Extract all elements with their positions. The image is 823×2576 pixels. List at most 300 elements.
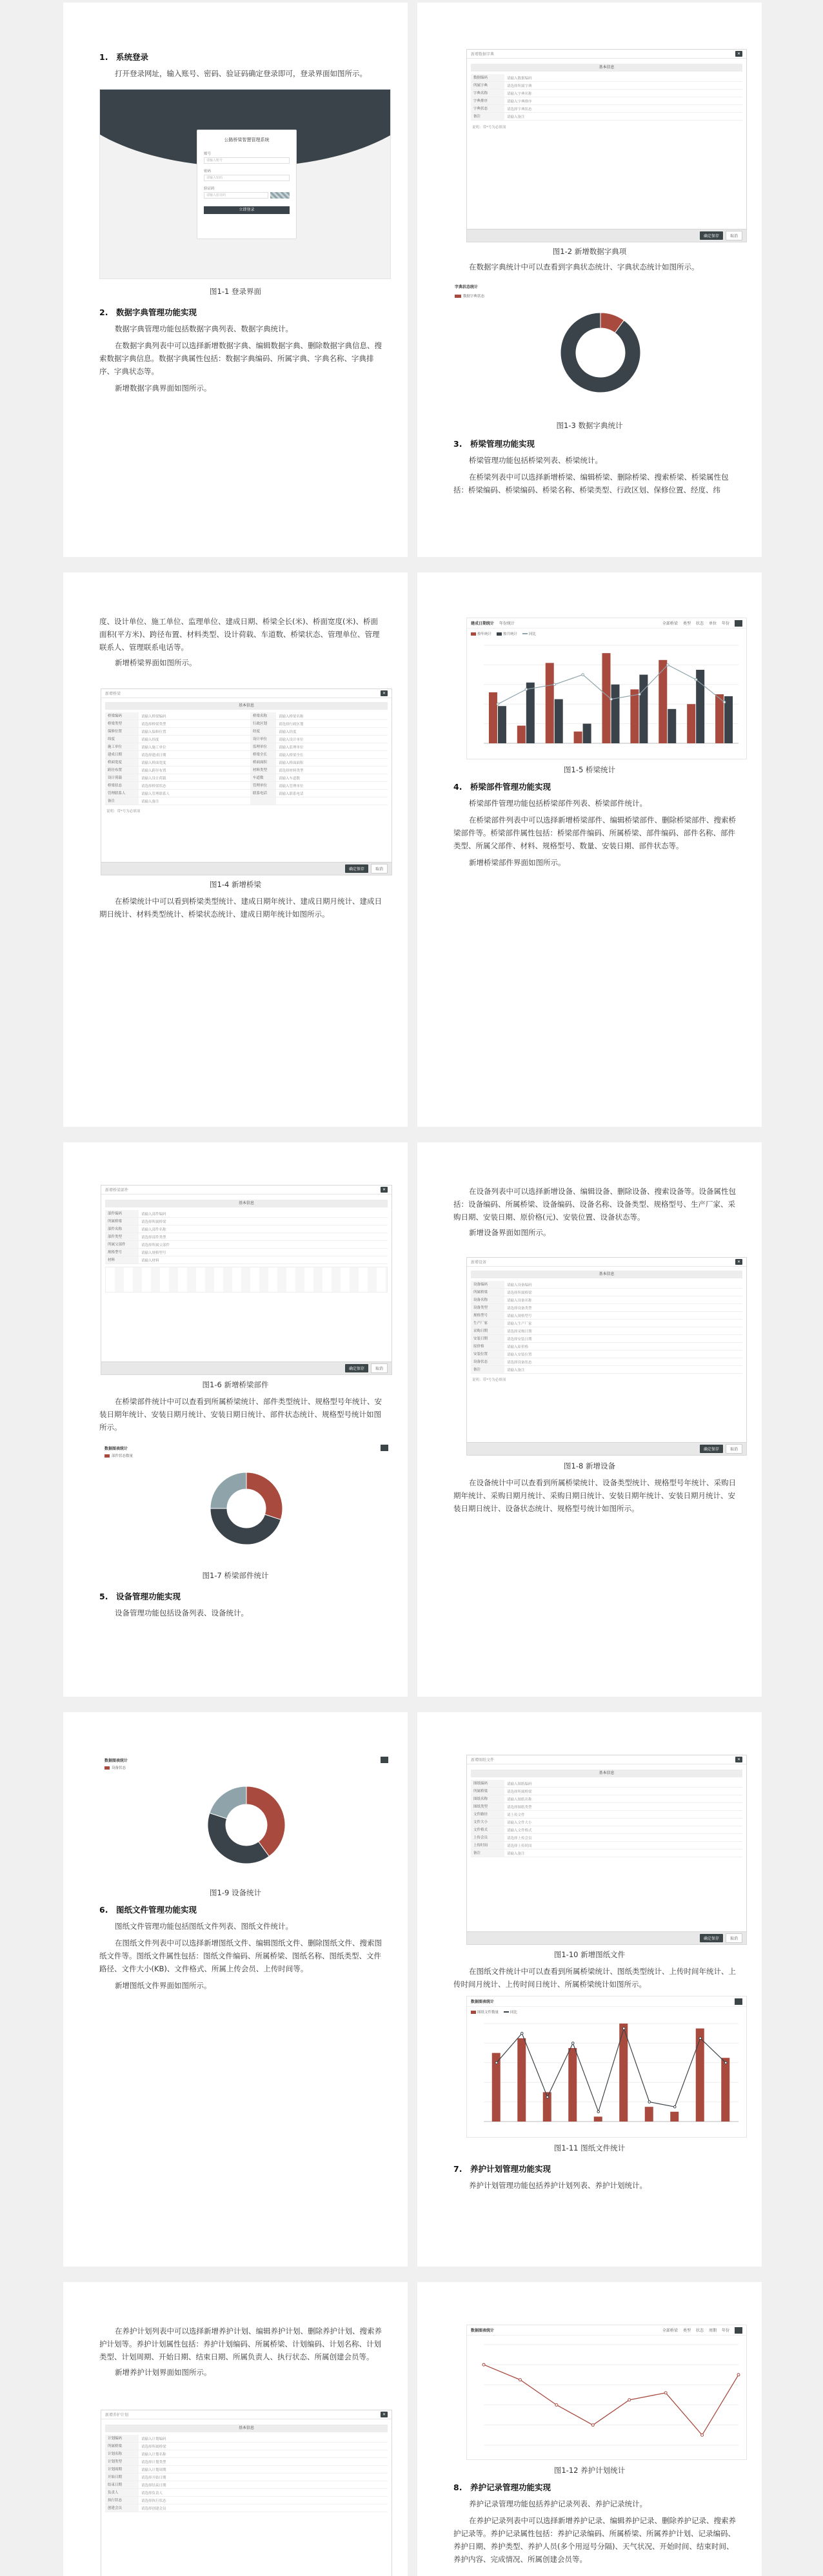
drawing-form (471, 1780, 742, 1857)
paragraph: 新增图纸文件界面如图所示。 (115, 1981, 212, 1990)
legend-label: 部件状态数量 (112, 1454, 134, 1458)
add-bridge-screenshot (101, 688, 392, 875)
plan-form (105, 2435, 388, 2512)
form-row (105, 2481, 388, 2489)
chart-tab[interactable]: 年份统计 (499, 621, 515, 626)
legend-label: 按月统计 (503, 632, 518, 636)
field-input[interactable]: 请输入跨径布置 (141, 768, 166, 773)
field-label (250, 797, 276, 805)
field-input[interactable]: 请选择字典状态 (507, 107, 532, 112)
line-point (495, 2062, 498, 2064)
drawing-chart (466, 1996, 747, 2138)
field-input[interactable]: 请输入设计单位 (279, 737, 304, 742)
field-label: 数据编码 (471, 74, 504, 81)
paragraph: 在数据字典列表中可以选择新增数据字典、编辑数据字典、删除数据字典信息、搜索数据字典信息。数据字典属性包括：数据字典编码、所属字典、字典名称、字典排序、字典状态等。 (99, 341, 382, 376)
form-row (471, 1842, 742, 1849)
field-input[interactable]: 请输入图纸名称 (507, 1797, 532, 1802)
paragraph: 新增设备界面如图所示。 (469, 1228, 551, 1237)
field-input[interactable]: 请上传文件 (507, 1813, 525, 1817)
save-button[interactable]: 确定保存 (345, 1364, 368, 1372)
password-label: 密码 (204, 170, 212, 173)
section-heading: 7. 养护计划管理功能实现 (453, 2164, 551, 2174)
form-section-title: 基本信息 (471, 1770, 742, 1777)
field-label: 安装位置 (471, 1351, 504, 1358)
paragraph: 在桥梁部件统计中可以查看到所属桥梁统计、部件类型统计、规格型号年统计、安装日期年统计、安装日期月统计、安装日期日统计、部件状态统计、规格型号统计如图所示。 (99, 1397, 382, 1432)
figure-caption: 图1-6 新增桥梁部件 (202, 1380, 269, 1389)
cancel-button[interactable]: 取消 (371, 864, 388, 873)
line-point (673, 2105, 676, 2108)
field-label: 设备编码 (471, 1281, 504, 1288)
pie-chart (455, 298, 746, 407)
cancel-button[interactable]: 取消 (726, 231, 742, 240)
field-label: 开始日期 (105, 2474, 139, 2481)
field-input[interactable]: 请选择执行状态 (141, 2499, 166, 2503)
field-input[interactable]: 请输入规格型号 (507, 1314, 532, 1318)
field-input[interactable]: 请选择建成日期 (141, 753, 166, 757)
cancel-button[interactable]: 取消 (726, 1444, 742, 1454)
window-close-icon[interactable]: ✕ (381, 690, 388, 696)
captcha-image[interactable] (270, 192, 290, 199)
field-input[interactable]: 请选择所属桥梁 (507, 1790, 532, 1794)
figure-caption: 图1-4 新增桥梁 (210, 880, 261, 889)
field-label: 桥梁全长 (250, 751, 276, 758)
field-input[interactable]: 请输入文件大小 (507, 1820, 532, 1825)
window-close-icon[interactable]: ✕ (381, 2412, 388, 2417)
document-page-10 (417, 2282, 762, 2576)
field-label: 设备类型 (471, 1304, 504, 1311)
chart-header-title: 建成日期统计 (471, 621, 495, 626)
field-label: 所属桥梁 (105, 2443, 139, 2450)
form-row (471, 82, 742, 90)
field-input[interactable]: 请输入计划名称 (141, 2452, 166, 2457)
field-input[interactable]: 请选择安装日期 (507, 1337, 532, 1342)
dict-form (471, 74, 742, 121)
form-section-title: 基本信息 (471, 1271, 742, 1278)
figure-caption: 图1-12 养护计划统计 (553, 2466, 626, 2475)
field-input[interactable]: 请选择材料类型 (279, 768, 304, 773)
plan-chart (466, 2325, 747, 2460)
field-input[interactable]: 请输入材料 (141, 1258, 159, 1263)
search-button[interactable] (735, 620, 742, 627)
form-row (105, 2458, 388, 2466)
paragraph: 桥梁管理功能包括桥梁列表、桥梁统计。 (469, 456, 602, 465)
bar-chart (467, 2017, 747, 2133)
field-input[interactable]: 请输入备注 (507, 1368, 525, 1372)
cancel-button[interactable]: 取消 (371, 1363, 388, 1373)
username-input[interactable]: 请输入账号 (204, 157, 290, 164)
form-row (105, 736, 388, 743)
line-chart (467, 2336, 747, 2458)
field-input[interactable]: 请输入部件名称 (141, 1227, 166, 1232)
bar (517, 2038, 526, 2122)
field-input[interactable]: 请输入经度 (279, 730, 297, 734)
field-label: 备注 (471, 1849, 504, 1857)
window-title: 新增图纸文件 (471, 1758, 495, 1762)
figure-caption: 图1-8 新增设备 (564, 1461, 615, 1470)
window-close-icon[interactable]: ✕ (735, 1259, 742, 1265)
field-label: 图纸类型 (471, 1803, 504, 1810)
form-note: 说明：带*号为必填项 (472, 126, 506, 130)
field-label: 所属父部件 (105, 1241, 139, 1248)
field-label: 计划名称 (105, 2450, 139, 2457)
figure-caption: 图1-7 桥梁部件统计 (202, 1571, 269, 1580)
figure-caption: 图1-9 设备统计 (210, 1888, 261, 1897)
field-label: 创建会员 (105, 2504, 139, 2512)
form-row (105, 790, 388, 797)
field-input[interactable]: 请输入桥梁全长 (279, 753, 304, 757)
line-point (723, 701, 726, 703)
field-input[interactable]: 请选择结束日期 (141, 2483, 166, 2488)
field-label: 纬度 (105, 736, 139, 743)
legend-label: 按年统计 (477, 632, 492, 636)
field-input[interactable]: 请输入字典名称 (507, 92, 532, 96)
field-input[interactable]: 请输入规格型号 (141, 1251, 166, 1255)
field-input[interactable]: 请输入保修位置 (141, 730, 166, 734)
field-label: 备注 (105, 797, 139, 805)
field-label: 保修位置 (105, 728, 139, 735)
paragraph: 在设备统计中可以查看到所属桥梁统计、设备类型统计、规格型号年统计、采购日期年统计、采购日期月统计、采购日期日统计、安装日期年统计、安装日期月统计、安装日期日统计、设备状态统计、规格型号统计如图所示。 (453, 1478, 736, 1513)
field-input[interactable]: 请输入备注 (507, 1851, 525, 1856)
field-input[interactable]: 请输入计划周期 (141, 2468, 166, 2472)
bar (696, 2029, 704, 2122)
save-button[interactable]: 确定保存 (345, 864, 368, 873)
bar (715, 694, 724, 743)
field-label: 设计单位 (250, 736, 276, 743)
field-input[interactable]: 请选择上传会员 (507, 1836, 532, 1840)
form-row (471, 1289, 742, 1296)
field-input[interactable]: 请输入管理单位 (279, 784, 304, 788)
field-input[interactable]: 请选择创建会员 (141, 2506, 166, 2511)
form-row (105, 759, 388, 766)
paragraph: 在图纸文件统计中可以查看到所属桥梁统计、图纸类型统计、上传时间年统计、上传时间月统计、上传时间日统计、所属桥梁统计如图所示。 (453, 1967, 736, 1989)
paragraph: 新增桥梁部件界面如图所示。 (469, 858, 566, 867)
section-heading: 6. 图纸文件管理功能实现 (99, 1905, 197, 1915)
form-row (105, 2443, 388, 2450)
field-input[interactable]: 请选择所属桥梁 (141, 2444, 166, 2449)
line-point (553, 683, 556, 686)
field-input[interactable]: 请选择部件类型 (141, 1235, 166, 1240)
line-point (571, 2042, 574, 2045)
field-input[interactable]: 请输入原价格 (507, 1345, 529, 1349)
field-input[interactable]: 请选择设备状态 (507, 1360, 532, 1365)
field-input[interactable]: 请选择桥梁状态 (141, 784, 166, 788)
filter-select[interactable]: 类型 (682, 2328, 691, 2333)
field-input[interactable]: 请输入设备编码 (507, 1283, 532, 1287)
field-input[interactable]: 请输入数据编码 (507, 76, 532, 81)
line-point (699, 2037, 702, 2040)
field-input[interactable]: 请选择采购日期 (507, 1329, 532, 1334)
field-label: 计划编码 (105, 2435, 139, 2442)
window-title: 新增养护计划 (105, 2413, 129, 2417)
field-label: 材料类型 (250, 766, 276, 774)
form-row (471, 90, 742, 97)
search-button[interactable] (735, 2327, 742, 2334)
username-label: 账号 (204, 152, 212, 156)
form-row (105, 2489, 388, 2497)
field-input[interactable]: 请输入施工单位 (141, 745, 166, 750)
cancel-button[interactable]: 取消 (726, 1933, 742, 1943)
field-label: 结束日期 (105, 2481, 139, 2488)
legend-swatch (104, 1766, 110, 1770)
form-row (471, 1366, 742, 1374)
filter-select[interactable]: 类型 (682, 621, 691, 626)
bar (546, 663, 554, 743)
form-row (105, 1225, 388, 1233)
form-row (105, 728, 388, 736)
field-label: 管理联系人 (105, 790, 139, 797)
form-row (105, 1241, 388, 1249)
form-row (471, 1849, 742, 1857)
line-point (664, 2392, 667, 2394)
save-button[interactable]: 确定保存 (700, 1445, 723, 1453)
pie-slice (560, 313, 640, 393)
paragraph: 桥梁部件管理功能包括桥梁部件列表、桥梁部件统计。 (469, 799, 647, 808)
field-label: 生产厂家 (471, 1320, 504, 1327)
form-row (105, 782, 388, 790)
field-input[interactable]: 请输入计划编码 (141, 2437, 166, 2441)
form-row (471, 1335, 742, 1343)
form-row (105, 1233, 388, 1241)
line-point (666, 664, 669, 667)
form-row (471, 1795, 742, 1803)
filter-select[interactable]: 周期 (708, 2328, 717, 2333)
form-row (471, 1819, 742, 1826)
document-page-2 (417, 3, 762, 557)
field-input[interactable]: 请输入联系电话 (279, 792, 304, 796)
field-label: 所属桥梁 (471, 1289, 504, 1296)
component-material-grid[interactable] (105, 1267, 388, 1293)
form-row (471, 105, 742, 113)
bar (574, 732, 582, 743)
series-line (484, 2365, 739, 2435)
field-input[interactable]: 请选择图纸类型 (507, 1805, 532, 1810)
field-label: 字典排序 (471, 97, 504, 104)
bridge-form (105, 712, 388, 805)
chart-header-title: 数据图表统计 (104, 1758, 128, 1763)
paragraph: 新增养护计划界面如图所示。 (115, 2368, 212, 2377)
line-point (724, 2062, 727, 2064)
line-point (521, 2032, 523, 2034)
pie-slice (246, 1472, 283, 1519)
section-heading: 3. 桥梁管理功能实现 (453, 439, 535, 449)
search-button[interactable] (381, 1757, 388, 1763)
legend-swatch (104, 1454, 110, 1458)
window-title: 新增数据字典 (471, 52, 495, 57)
form-row (105, 743, 388, 751)
line-point (622, 2027, 625, 2030)
form-row (471, 74, 742, 82)
search-button[interactable] (381, 1445, 388, 1451)
field-input[interactable]: 请输入车道数 (279, 776, 301, 781)
field-input[interactable]: 请选择所属桥梁 (141, 1220, 166, 1224)
save-button[interactable]: 确定保存 (700, 231, 723, 240)
legend-swatch (455, 295, 461, 298)
bar (687, 704, 695, 743)
line-point (591, 2424, 594, 2426)
paragraph: 度、设计单位、施工单位、监理单位、建成日期、桥梁全长(米)、桥面宽度(米)、桥面面积(平方米)、跨径布置、材料类型、设计荷载、车道数、桥梁状态、管理单位、管理联系人、管理联系电话等。 (99, 617, 380, 652)
bar (489, 692, 497, 743)
filter-select[interactable]: 单位 (708, 621, 717, 626)
device-chart (101, 1755, 392, 1884)
field-input[interactable]: 请选择开始日期 (141, 2475, 166, 2480)
bar (639, 675, 648, 743)
password-input[interactable]: 请输入密码 (204, 175, 290, 181)
line-point (737, 2374, 740, 2376)
field-label: 跨径布置 (105, 766, 139, 774)
line-point (519, 2379, 521, 2381)
field-input[interactable]: 请选择所属字典 (507, 84, 532, 88)
save-button[interactable]: 确定保存 (700, 1934, 723, 1942)
login-screenshot (99, 89, 391, 279)
field-input[interactable]: 请输入图纸编码 (507, 1782, 532, 1786)
line-point (701, 2434, 704, 2436)
field-label: 上传时间 (471, 1842, 504, 1849)
pie-slice (208, 1813, 269, 1864)
filter-select[interactable]: 全部桥梁 (662, 2328, 678, 2333)
bar (668, 709, 676, 743)
filter-select[interactable]: 年份 (721, 621, 729, 626)
field-label: 备注 (471, 113, 504, 120)
section-heading: 2. 数据字典管理功能实现 (99, 307, 197, 317)
section-heading: 5. 设备管理功能实现 (99, 1592, 181, 1601)
series-line (497, 2029, 726, 2112)
form-note: 说明：带*号为必填项 (472, 1378, 506, 1382)
document-page-9 (63, 2282, 408, 2576)
line-point (546, 2096, 549, 2098)
form-row (105, 2504, 388, 2512)
field-input[interactable]: 请输入监理单位 (279, 745, 304, 750)
form-row (105, 2497, 388, 2504)
field-label: 部件名称 (105, 1225, 139, 1233)
field-input[interactable]: 请输入桥梁名称 (279, 714, 304, 719)
legend-label: 图纸文件数量 (477, 2011, 499, 2015)
line-point (497, 703, 499, 705)
form-note: 说明：带*号为必填项 (106, 810, 141, 814)
document-page-6 (417, 1142, 762, 1697)
pie-chart (101, 1770, 392, 1880)
field-input[interactable]: 请选择设备类型 (507, 1306, 532, 1311)
form-row (105, 751, 388, 759)
line-point (582, 674, 584, 676)
field-label: 桥面面积 (250, 759, 276, 766)
paragraph: 在图纸文件列表中可以选择新增图纸文件、编辑图纸文件、删除图纸文件、搜索图纸文件等。图纸文件属性包括：图纸文件编码、所属桥梁、图纸名称、图纸类型、文件路径、文件大小(KB)、文件格式、所属上传会员、上传时间等。 (99, 1938, 382, 1973)
bar (724, 696, 733, 743)
field-label: 监理单位 (250, 743, 276, 750)
window-title: 新增桥梁部件 (105, 1188, 129, 1193)
chart-title: 字典状态统计 (455, 285, 479, 289)
search-button[interactable] (735, 1998, 742, 2005)
login-card (197, 130, 297, 239)
field-label: 所属字典 (471, 82, 504, 89)
form-row (471, 1788, 742, 1795)
legend-label: 同比 (510, 2011, 518, 2015)
legend-label: 设备状态 (112, 1766, 126, 1770)
field-input[interactable]: 请输入备注 (141, 799, 159, 804)
line-point (628, 2399, 631, 2401)
field-input[interactable]: 请选择计划类型 (141, 2460, 166, 2464)
form-section-title: 基本信息 (105, 702, 388, 710)
form-row (105, 2435, 388, 2443)
bar (645, 2107, 653, 2122)
field-input[interactable]: 请输入安装位置 (507, 1352, 532, 1357)
field-label: 安装日期 (471, 1335, 504, 1342)
field-input[interactable]: 请输入纬度 (141, 737, 159, 742)
field-input[interactable]: 请选择所属父部件 (141, 1243, 170, 1247)
login-button[interactable]: 立即登录 (204, 206, 290, 214)
field-label: 经度 (250, 728, 276, 735)
paragraph: 设备管理功能包括设备列表、设备统计。 (115, 1608, 248, 1617)
bar-chart (467, 639, 747, 755)
field-input[interactable]: 请输入桥梁编码 (141, 714, 166, 719)
field-label: 文件路径 (471, 1811, 504, 1818)
filter-select[interactable]: 年份 (721, 2328, 729, 2333)
field-input[interactable]: 请选择上传时间 (507, 1844, 532, 1848)
field-input[interactable]: 请选择桥梁类型 (141, 722, 166, 727)
field-input[interactable]: 请输入桥面宽度 (141, 761, 166, 765)
field-input[interactable]: 请选择所属桥梁 (507, 1291, 532, 1295)
paragraph: 在设备列表中可以选择新增设备、编辑设备、删除设备、搜索设备等。设备属性包括：设备编码、所属桥梁、设备编码、设备名称、设备类型、规格型号、生产厂家、采购日期、安装日期、原价格(元)、安装位置、设备状态等。 (453, 1187, 736, 1222)
bar (583, 724, 591, 743)
window-title: 新增桥梁 (105, 692, 121, 696)
window-title: 新增设备 (471, 1260, 487, 1265)
window-close-icon[interactable]: ✕ (381, 1187, 388, 1193)
paragraph: 在桥梁统计中可以看到桥梁类型统计、建成日期年统计、建成日期月统计、建成日期日统计、材料类型统计、桥梁状态统计、建成日期年统计如图所示。 (99, 897, 382, 919)
field-label: 设备状态 (471, 1358, 504, 1365)
field-label: 文件大小 (471, 1819, 504, 1826)
field-input[interactable]: 请输入管理联系人 (141, 792, 170, 796)
form-row (105, 1249, 388, 1256)
legend-label: 数据字典状态 (463, 295, 485, 298)
field-input[interactable]: 请输入备注 (507, 115, 525, 119)
field-label: 设计荷载 (105, 774, 139, 781)
field-input[interactable]: 请输入文件格式 (507, 1828, 532, 1833)
filter-select[interactable]: 状态 (695, 621, 704, 626)
window-close-icon[interactable]: ✕ (735, 1757, 742, 1762)
form-row (105, 766, 388, 774)
field-input[interactable]: 请输入字典排序 (507, 99, 532, 104)
field-input[interactable]: 请输入设计荷载 (141, 776, 166, 781)
chart-header-title: 数据图表统计 (471, 2328, 495, 2333)
line-point (610, 698, 613, 701)
field-input[interactable]: 请输入生产厂家 (507, 1322, 532, 1326)
form-row (471, 1826, 742, 1834)
filter-select[interactable]: 状态 (695, 2328, 704, 2333)
field-input[interactable]: 请选择负责人 (141, 2491, 163, 2495)
chart-header-title: 数据图表统计 (104, 1446, 128, 1451)
field-label: 联系电话 (250, 790, 276, 797)
document-page-4 (417, 572, 762, 1127)
field-label: 桥梁类型 (105, 720, 139, 727)
field-label: 上传会员 (471, 1834, 504, 1841)
field-input[interactable]: 请选择行政区划 (279, 722, 304, 727)
field-label: 字典名称 (471, 90, 504, 97)
field-input[interactable]: 请输入部件编码 (141, 1212, 166, 1216)
chart-header-title: 数据图表统计 (471, 2000, 495, 2004)
captcha-input[interactable]: 请输入验证码 (204, 192, 268, 199)
filter-select[interactable]: 全部桥梁 (662, 621, 678, 626)
paragraph: 在桥梁部件列表中可以选择新增桥梁部件、编辑桥梁部件、删除桥梁部件、搜索桥梁部件等。桥梁部件属性包括：桥梁部件编码、所属桥梁、部件编码、部件名称、部件类型、所属父部件、材料、规格型号、数量、安装日期、部件状态等。 (453, 815, 736, 850)
field-input[interactable]: 请输入设备名称 (507, 1298, 532, 1303)
component-form (105, 1210, 388, 1264)
legend-label: 同比 (529, 632, 537, 636)
figure-caption: 图1-2 新增数据字典项 (552, 247, 627, 256)
paragraph: 在养护记录列表中可以选择新增养护记录、编辑养护记录、删除养护记录、搜索养护记录等。养护记录属性包括：养护记录编码、所属桥梁、所属养护计划、记录编码、养护日期、养护类型、养护人员(多个用逗号分隔)、天气状况、开始时间、结束时间、养护内容、完成情况、所属创建会员等。 (453, 2516, 736, 2564)
bar (568, 2048, 577, 2122)
window-close-icon[interactable]: ✕ (735, 51, 742, 57)
line-point (482, 2363, 485, 2366)
pie-slice (210, 1472, 246, 1508)
field-input[interactable]: 请输入桥面面积 (279, 761, 304, 765)
